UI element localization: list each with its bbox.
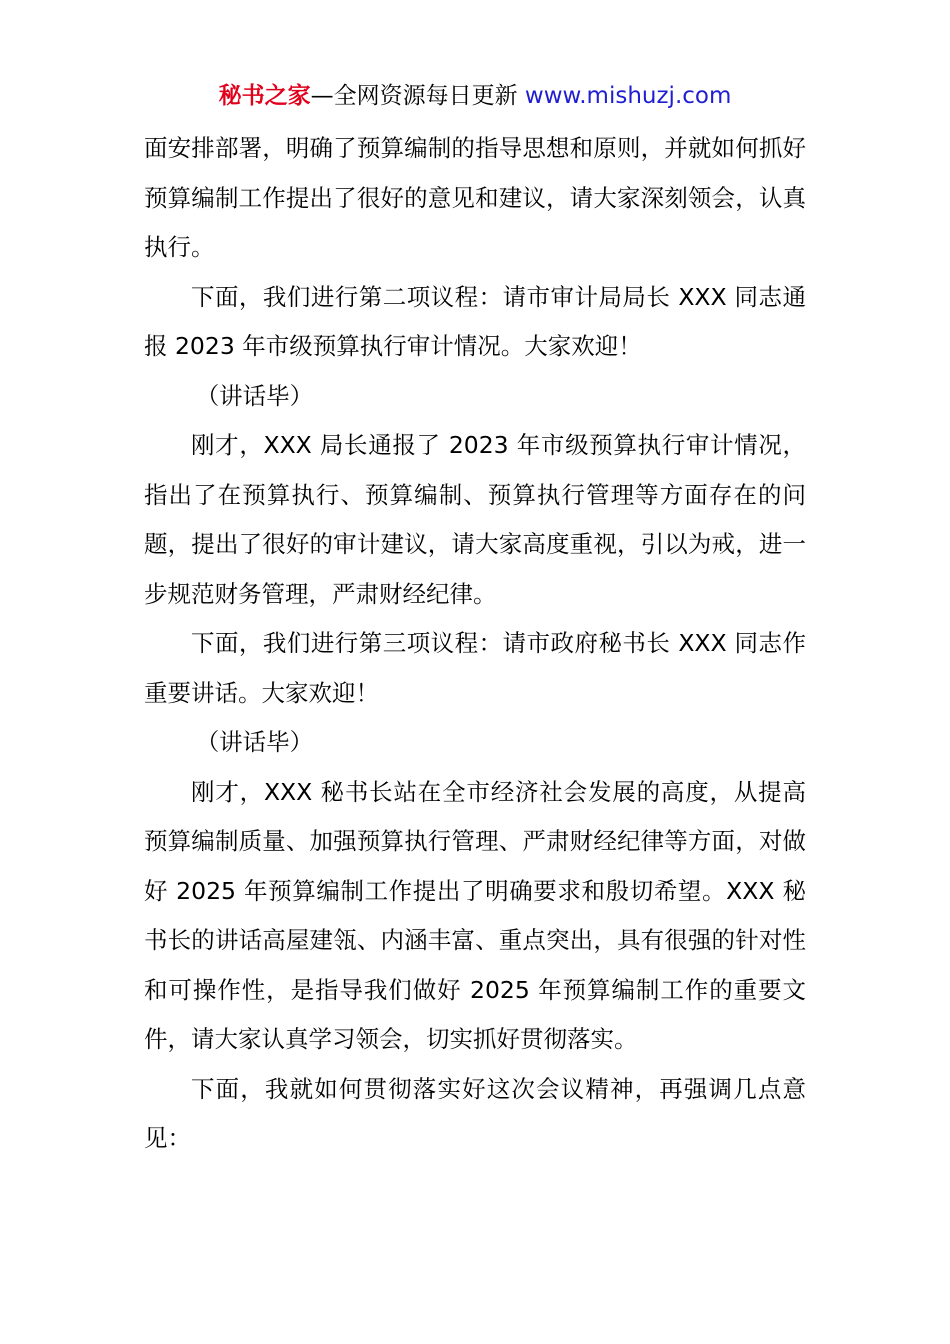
paragraph-secretary-summary: 刚才，XXX 秘书长站在全市经济社会发展的高度，从提高预算编制质量、加强预算执行管理、严肃财经纪律等方面，对做好 2025 年预算编制工作提出了明确要求和殷切希望。XXX 秘书长的讲话高屋建瓴、内涵丰富、重点突出，具有很强的针对性和可操作性，是指导我们做好 2025 年预算编制工作的重要文件，请大家认真学习领会，切实抓好贯彻落实。 <box>144 777 806 1053</box>
document-body <box>144 124 806 1164</box>
speech-end-note: （讲话毕） <box>195 381 314 410</box>
site-header <box>0 80 950 112</box>
paragraph-closing-intro: 下面，我就如何贯彻落实好这次会议精神，再强调几点意见： <box>144 1074 806 1152</box>
speech-end-note: （讲话毕） <box>195 728 314 756</box>
paragraph-audit-summary: 刚才，XXX 局长通报了 2023 年市级预算执行审计情况，指出了在预算执行、预算编制、预算执行管理等方面存在的问题，提出了很好的审计建议，请大家高度重视，引以为戒，进一步规范财务管理，严肃财经纪律。 <box>144 431 806 608</box>
site-brand: 秘书之家 <box>218 83 311 109</box>
paragraph-continuation: 面安排部署，明确了预算编制的指导思想和原则，并就如何抓好预算编制工作提出了很好的意见和建议，请大家深刻领会，认真执行。 <box>144 134 806 261</box>
paragraph-agenda-item-3: 下面，我们进行第三项议程：请市政府秘书长 XXX 同志作重要讲话。大家欢迎！ <box>144 629 806 707</box>
site-url-link[interactable]: www.mishuzj.com <box>524 83 732 109</box>
site-tagline: —全网资源每日更新 <box>310 83 525 109</box>
paragraph-agenda-item-2: 下面，我们进行第二项议程：请市审计局局长 XXX 同志通报 2023 年市级预算执行审计情况。大家欢迎！ <box>144 282 806 360</box>
